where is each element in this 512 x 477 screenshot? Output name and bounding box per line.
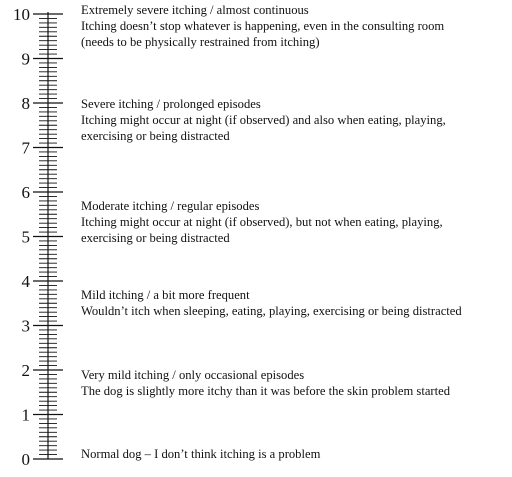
description-moderate [81,198,509,246]
description-title: Normal dog – I don’t think itching is a problem [81,447,321,461]
description-line: The dog is slightly more itchy than it was before the skin problem started [81,384,450,398]
description-line: exercising or being distracted [81,231,230,245]
itch-scale-ruler [0,0,80,477]
severity-descriptions [81,0,509,477]
scale-number-9: 9 [21,49,30,69]
description-normal [81,446,509,462]
scale-ticks [33,14,63,459]
scale-number-8: 8 [21,94,30,113]
description-line: Itching doesn’t stop whatever is happening, even in the consulting room [81,19,445,33]
description-severe [81,96,509,144]
scale-number-1: 1 [21,405,30,425]
description-title: Severe itching / prolonged episodes [81,97,261,111]
description-line: Itching might occur at night (if observed) and also when eating, playing, [81,113,446,127]
description-title: Extremely severe itching / almost continuous [81,3,309,17]
scale-number-4: 4 [21,272,30,291]
scale-number-0: 0 [21,450,30,469]
description-title: Mild itching / a bit more frequent [81,288,250,302]
description-mild [81,287,509,319]
description-line: Wouldn’t itch when sleeping, eating, playing, exercising or being distracted [81,304,462,318]
scale-number-10: 10 [13,5,30,24]
scale-number-5: 5 [21,227,30,247]
scale-number-3: 3 [21,316,30,336]
description-extremely-severe [81,2,509,50]
description-title: Moderate itching / regular episodes [81,199,260,213]
description-very-mild [81,367,509,399]
description-line: exercising or being distracted [81,129,230,143]
description-line: Itching might occur at night (if observed), but not when eating, playing, [81,215,443,229]
scale-number-2: 2 [21,361,30,380]
scale-number-7: 7 [21,138,30,158]
scale-numbers [13,5,31,469]
scale-number-6: 6 [21,183,30,202]
description-line: (needs to be physically restrained from itching) [81,35,320,49]
description-title: Very mild itching / only occasional episodes [81,368,305,382]
